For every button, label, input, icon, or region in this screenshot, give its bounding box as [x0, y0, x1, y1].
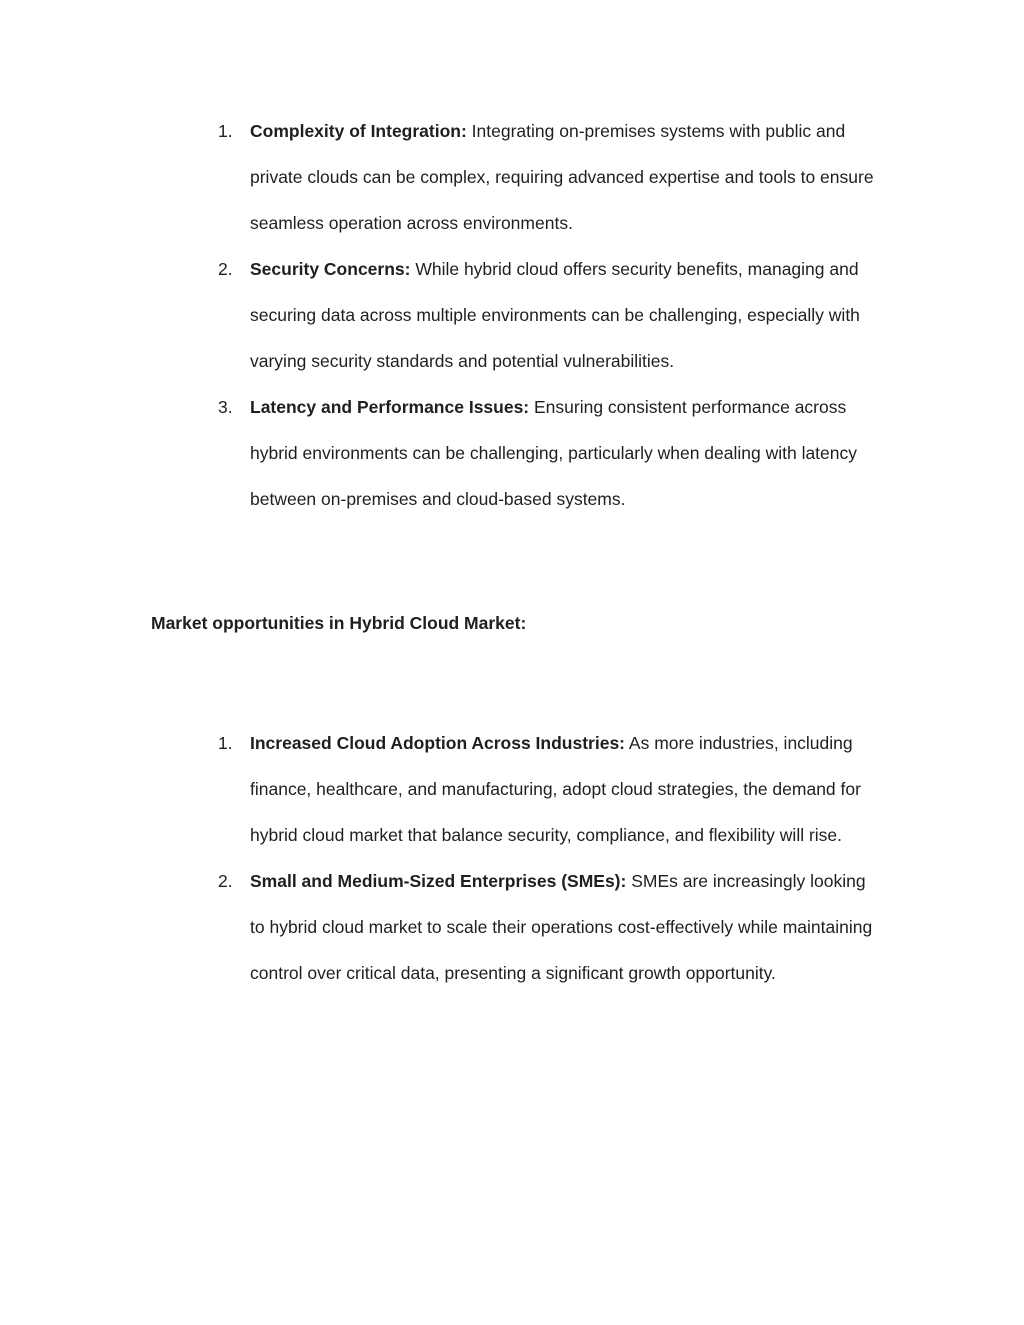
list-item — [0, 246, 875, 384]
list-item-lead: Security Concerns: — [250, 259, 411, 279]
list-marker: 1. — [218, 121, 233, 141]
list-item-lead: Complexity of Integration: — [250, 121, 467, 141]
list-item-text: As more industries, including finance, healthcare, and manufacturing, adopt cloud strategies, the demand for hybrid cloud market that balance security, compliance, and flexibility will rise. — [250, 733, 861, 845]
list-marker: 2. — [218, 871, 233, 891]
list-marker: 1. — [218, 733, 233, 753]
list-item-text: Integrating on-premises systems with public and private clouds can be complex, requiring advanced expertise and tools to ensure seamless operation across environments. — [250, 121, 874, 233]
challenges-list — [0, 108, 1024, 522]
list-item-lead: Small and Medium-Sized Enterprises (SMEs): — [250, 871, 627, 891]
list-marker: 2. — [218, 259, 233, 279]
list-item-lead: Latency and Performance Issues: — [250, 397, 530, 417]
list-item — [0, 720, 875, 858]
list-item-text: While hybrid cloud offers security benefits, managing and securing data across multiple environments can be challenging, especially with varying security standards and potential vulnerabilities. — [250, 259, 860, 371]
list-item — [0, 858, 875, 996]
section-heading: Market opportunities in Hybrid Cloud Market: — [151, 613, 527, 633]
list-item-lead: Increased Cloud Adoption Across Industries: — [250, 733, 626, 753]
opportunities-list — [0, 720, 1024, 996]
list-item — [0, 108, 875, 246]
list-item — [0, 384, 875, 522]
list-marker: 3. — [218, 397, 233, 417]
list-item-text: Ensuring consistent performance across hybrid environments can be challenging, particularly when dealing with latency between on-premises and cloud-based systems. — [250, 397, 858, 509]
list-item-text: SMEs are increasingly looking to hybrid cloud market to scale their operations cost-effectively while maintaining control over critical data, presenting a significant growth opportunity. — [250, 871, 873, 983]
